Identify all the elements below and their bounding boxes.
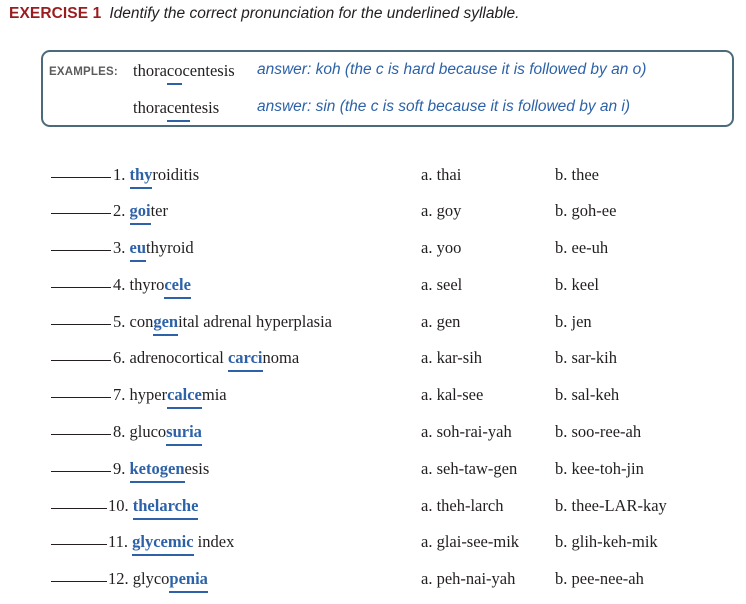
item-number: 5.: [113, 312, 126, 331]
term: [113, 459, 209, 479]
term-prefix: gluco: [129, 422, 167, 441]
term-suffix: index: [193, 532, 235, 551]
item-number: 8.: [113, 422, 126, 441]
answer-blank[interactable]: [51, 434, 111, 435]
option-a[interactable]: a. seh-taw-gen: [421, 459, 518, 478]
example-answer-2: answer: sin (the c is soft because it is followed by an i): [257, 98, 631, 115]
exercise-item-10: [0, 496, 746, 520]
option-a[interactable]: a. glai-see-mik: [421, 532, 520, 551]
underlined-syllable: cele: [164, 275, 191, 299]
term-prefix: thyro: [129, 275, 165, 294]
item-number: 10.: [108, 496, 129, 515]
option-a[interactable]: a. goy: [421, 201, 462, 220]
term: [113, 275, 191, 295]
exercise-item-9: [0, 459, 746, 483]
underlined-syllable: carci: [228, 348, 263, 372]
term: [113, 165, 199, 185]
item-number: 1.: [113, 165, 126, 184]
examples-box: [41, 50, 734, 127]
term-suffix: esis: [184, 459, 210, 478]
exercise-item-4: [0, 275, 746, 299]
answer-blank[interactable]: [51, 177, 111, 178]
term: [108, 532, 234, 552]
item-number: 9.: [113, 459, 126, 478]
exercise-label: EXERCISE 1: [9, 5, 102, 22]
term: [113, 385, 227, 405]
exercise-item-11: [0, 532, 746, 556]
option-a[interactable]: a. theh-larch: [421, 496, 504, 515]
option-b[interactable]: b. kee-toh-jin: [555, 459, 644, 478]
example-answer-1: answer: koh (the c is hard because it is followed by an o): [257, 61, 647, 78]
option-b[interactable]: b. glih-keh-mik: [555, 532, 658, 551]
option-a[interactable]: a. kal-see: [421, 385, 484, 404]
answer-blank[interactable]: [51, 508, 107, 509]
exercise-item-7: [0, 385, 746, 409]
item-number: 6.: [113, 348, 126, 367]
option-a[interactable]: a. thai: [421, 165, 462, 184]
option-a[interactable]: a. peh-nai-yah: [421, 569, 516, 588]
example-word-2: [133, 98, 219, 118]
term-suffix: roiditis: [152, 165, 200, 184]
option-b[interactable]: b. goh-ee: [555, 201, 617, 220]
term-prefix: hyper: [129, 385, 168, 404]
option-a[interactable]: a. yoo: [421, 238, 462, 257]
item-number: 7.: [113, 385, 126, 404]
item-number: 12.: [108, 569, 129, 588]
option-b[interactable]: b. sar-kih: [555, 348, 617, 367]
answer-blank[interactable]: [51, 250, 111, 251]
term-suffix: thyroid: [146, 238, 194, 257]
example-word-prefix: thora: [133, 61, 167, 80]
underlined-syllable: glycemic: [132, 532, 193, 556]
exercise-item-3: [0, 238, 746, 262]
option-a[interactable]: a. gen: [421, 312, 461, 331]
option-b[interactable]: b. keel: [555, 275, 599, 294]
term: [113, 348, 299, 368]
exercise-instruction: Identify the correct pronunciation for the underlined syllable.: [109, 5, 520, 22]
term: [113, 238, 194, 258]
answer-blank[interactable]: [51, 287, 111, 288]
answer-blank[interactable]: [51, 360, 111, 361]
term-prefix: con: [129, 312, 154, 331]
example-word-1: [133, 61, 235, 81]
underlined-syllable: eu: [130, 238, 147, 262]
exercise-item-1: [0, 165, 746, 189]
option-a[interactable]: a. soh-rai-yah: [421, 422, 512, 441]
underlined-syllable: penia: [169, 569, 208, 593]
exercise-item-8: [0, 422, 746, 446]
option-b[interactable]: b. thee: [555, 165, 599, 184]
exercise-item-5: [0, 312, 746, 336]
item-number: 3.: [113, 238, 126, 257]
term: [113, 312, 332, 332]
exercise-item-2: [0, 201, 746, 225]
term-suffix: ter: [150, 201, 168, 220]
item-number: 11.: [108, 532, 129, 551]
term: [108, 496, 198, 516]
example-word-prefix: thora: [133, 98, 167, 117]
term: [113, 422, 202, 442]
term-prefix: glyco: [132, 569, 170, 588]
option-a[interactable]: a. kar-sih: [421, 348, 483, 367]
term-suffix: ital adrenal hyperplasia: [178, 312, 333, 331]
term-suffix: noma: [262, 348, 300, 367]
example-word-suffix: tesis: [189, 98, 220, 117]
term: [108, 569, 208, 589]
answer-blank[interactable]: [51, 397, 111, 398]
option-b[interactable]: b. pee-nee-ah: [555, 569, 644, 588]
exercise-header: [9, 5, 519, 23]
answer-blank[interactable]: [51, 544, 107, 545]
example-underlined-syllable: co: [167, 61, 183, 85]
option-a[interactable]: a. seel: [421, 275, 463, 294]
underlined-syllable: gen: [153, 312, 178, 336]
term-suffix: mia: [201, 385, 227, 404]
example-underlined-syllable: cen: [167, 98, 190, 122]
option-b[interactable]: b. jen: [555, 312, 592, 331]
answer-blank[interactable]: [51, 471, 111, 472]
option-b[interactable]: b. thee-LAR-kay: [555, 496, 667, 515]
exercise-item-6: [0, 348, 746, 372]
option-b[interactable]: b. soo-ree-ah: [555, 422, 642, 441]
item-number: 2.: [113, 201, 126, 220]
underlined-syllable: thy: [130, 165, 153, 189]
underlined-syllable: ketogen: [130, 459, 185, 483]
underlined-syllable: calce: [167, 385, 202, 409]
term: [113, 201, 168, 221]
examples-tag: EXAMPLES:: [49, 66, 118, 78]
answer-blank[interactable]: [51, 581, 107, 582]
underlined-syllable: suria: [166, 422, 202, 446]
example-word-suffix: centesis: [182, 61, 235, 80]
underlined-syllable: thelarche: [133, 496, 199, 520]
option-b[interactable]: b. sal-keh: [555, 385, 620, 404]
answer-blank[interactable]: [51, 213, 111, 214]
underlined-syllable: goi: [130, 201, 151, 225]
answer-blank[interactable]: [51, 324, 111, 325]
item-number: 4.: [113, 275, 126, 294]
option-b[interactable]: b. ee-uh: [555, 238, 609, 257]
term-prefix: adrenocortical: [129, 348, 228, 367]
exercise-item-12: [0, 569, 746, 593]
